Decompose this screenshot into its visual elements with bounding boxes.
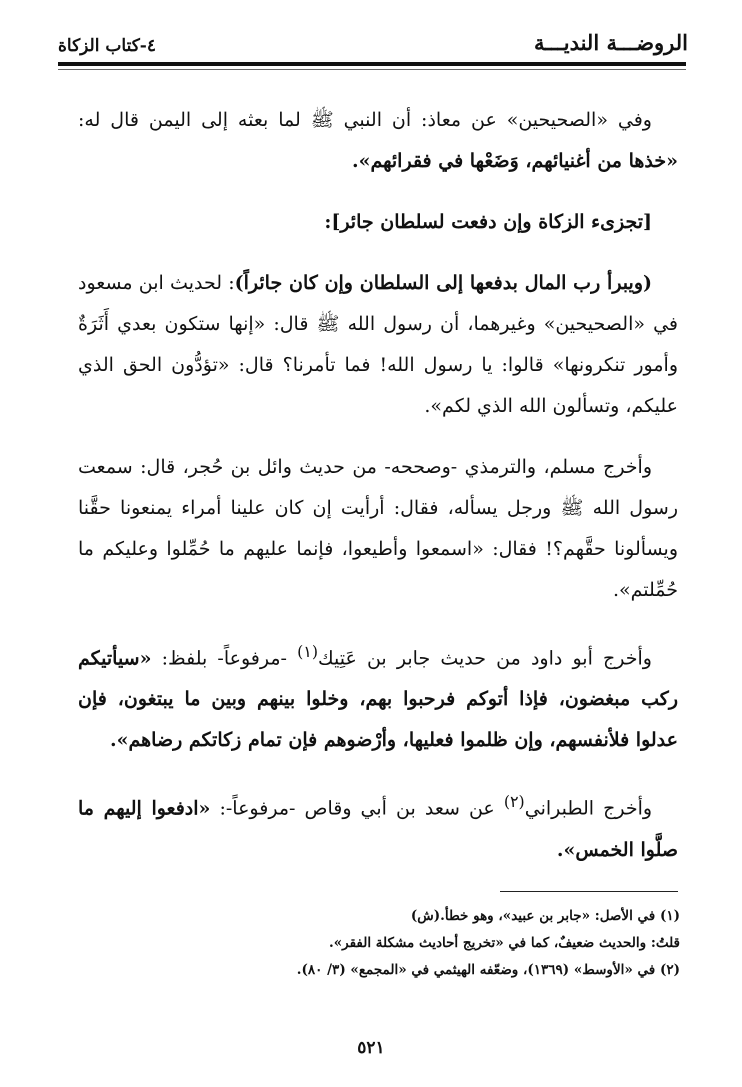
chapter-title: ٤-كتاب الزكاة (58, 36, 156, 56)
hadith-quote: «ادفعوا إليهم ما صلَّوا الخمس». (78, 797, 678, 861)
header-rule (58, 62, 686, 66)
paragraph-text: عن سعد بن أبي وقاص -مرفوعاً-: (210, 797, 504, 820)
footnote-1: (١) في الأصل: «جابر بن عبيد»، وهو خطأ.(ش) (410, 908, 680, 924)
paragraph-tabarani (78, 781, 678, 870)
footnote-ref[interactable]: (٢) (503, 792, 525, 812)
hadith-quote: «سيأتيكم ركب مبغضون، فإذا أتوكم فرحبوا بهم، وخلوا بينهم وبين ما يبتغون، فإن عدلوا فلأنفسهم، وإن ظلموا فعليها، وأرْضوهم فإن تمام زكاتكم رضاهم». (78, 647, 678, 752)
paragraph-text: وفي «الصحيحين» عن معاذ: أن النبي ﷺ لما بعثه إلى اليمن قال له: (78, 109, 652, 131)
matn-text: (ويبرأ رب المال بدفعها إلى السلطان وإن كان جائراً) (234, 272, 652, 294)
paragraph-wail: وأخرج مسلم، والترمذي -وصححه- من حديث وائل بن حُجر، قال: سمعت رسول الله ﷺ ورجل يسأله، فقال: أرأيت إن كان علينا أمراء يمنعونا حقَّنا ويسألونا حقَّهم؟! فقال: «اسمعوا وأطيعوا، فإنما عليهم ما حُمِّلوا وعليكم ما حُمِّلتم». (78, 456, 678, 601)
footnote-2: (٢) في «الأوسط» (١٣٦٩)، وضعّفه الهيثمي في «المجمع» (٣/ ٨٠). (296, 962, 680, 978)
footnote-ref[interactable]: (١) (297, 642, 318, 661)
paragraph-ibn-masud (78, 263, 678, 427)
paragraph-muadh (78, 100, 678, 182)
book-title: الروضـــة النديـــة (534, 30, 688, 55)
footnote-divider (500, 891, 678, 892)
footnote-1-note: قلتُ: والحديث ضعيفٌ، كما في «تخريج أحاديث مشكلة الفقر». (329, 935, 680, 951)
section-heading: [تجزىء الزكاة وإن دفعت لسلطان جائر]: (324, 211, 652, 233)
paragraph-text: وأخرج أبو داود من حديث جابر بن عَتِيك (318, 647, 652, 670)
footnotes (140, 903, 680, 984)
header-rule-thin (58, 69, 686, 70)
page-number: ٥٢١ (357, 1038, 385, 1058)
main-text (78, 100, 678, 891)
paragraph-text: وأخرج الطبراني (524, 797, 653, 820)
paragraph-text: : لحديث ابن مسعود في «الصحيحين» وغيرهما، أن رسول الله ﷺ قال: «إنها ستكون بعدي أَثَرَةٌ وأمور تنكرونها» قالوا: يا رسول الله! فما تأمرنا؟ قال: «تؤدُّون الحق الذي عليكم، وتسألون الله الذي لكم». (78, 272, 678, 417)
paragraph-jabir (78, 631, 678, 761)
hadith-quote: «خذها من أغنيائهم، وَضَعْها في فقرائهم». (352, 150, 678, 172)
paragraph-text: -مرفوعاً- بلفظ: (151, 647, 298, 670)
